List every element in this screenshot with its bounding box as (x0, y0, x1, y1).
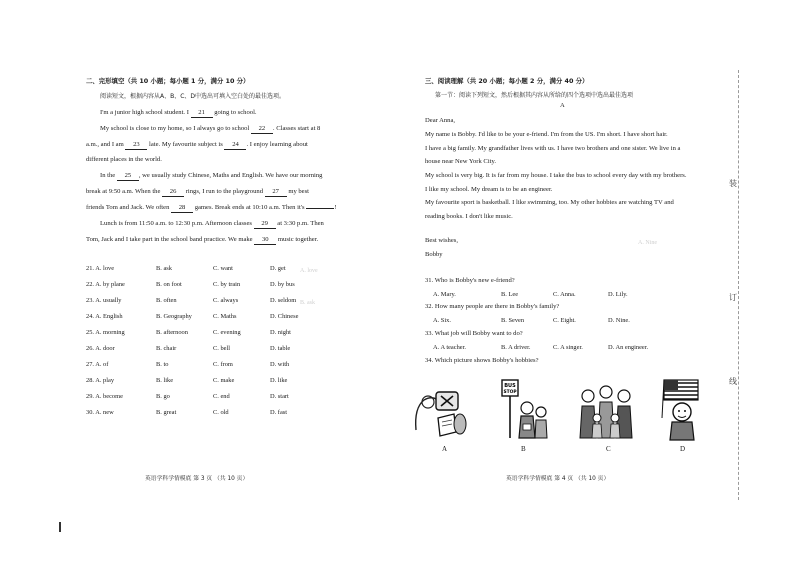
option-33-c: C. A singer. (553, 344, 583, 351)
passage-text: In the (100, 172, 116, 179)
passage-text: music together. (277, 236, 319, 243)
cloze-line-5 (100, 172, 322, 181)
passage-text: games. Break ends at 10:10 a.m. Then it's (194, 204, 305, 211)
option-28-a: 28. A. play (86, 377, 115, 384)
cloze-line-7 (86, 204, 336, 213)
cloze-line-2 (100, 125, 320, 134)
passage-text: late. My favourite subject is (149, 141, 223, 148)
passage-text: break at 9:50 a.m. When the (86, 188, 161, 195)
passage-label: A (560, 102, 565, 109)
picture-c-label: C (606, 445, 611, 453)
option-22-c: C. by train (213, 281, 241, 288)
picture-a-tv-books (410, 378, 474, 442)
option-29-a: 29. A. become (86, 393, 123, 400)
option-22-b: B. on foot (156, 281, 182, 288)
letter-line: I like my school. My dream is to be an engineer. (425, 186, 553, 193)
letter-closing: Best wishes, (425, 237, 458, 244)
binding-char-xian: 线 (729, 377, 737, 386)
bleed-through-text: B. ask (300, 300, 315, 306)
bleed-through-text: A. Nine (638, 240, 657, 246)
option-22-a: 22. A. by plane (86, 281, 125, 288)
option-28-b: B. like (156, 377, 174, 384)
question-31: 31. Who is Bobby's new e-friend? (425, 277, 515, 284)
option-26-b: B. chair (156, 345, 177, 352)
cloze-line-9 (86, 236, 318, 245)
cloze-line-3 (86, 141, 308, 150)
option-25-d: D. night (270, 329, 291, 336)
binding-line (738, 70, 739, 500)
option-22-d: D. by bus (270, 281, 295, 288)
option-32-b: B. Seven (501, 317, 525, 324)
option-28-c: C. make (213, 377, 235, 384)
option-30-a: 30. A. new (86, 409, 114, 416)
passage-text: going to school. (214, 109, 257, 116)
picture-b-bus-stop (489, 378, 553, 442)
passage-text: I'm a junior high school student. I (100, 109, 189, 116)
option-32-c: C. Eight. (553, 317, 576, 324)
picture-d-us-flag (650, 378, 714, 442)
letter-line: I have a big family. My grandfather lives with us. I have two brothers and one sister. We live in a (425, 145, 681, 152)
option-25-a: 25. A. morning (86, 329, 125, 336)
option-21-d: D. get (270, 265, 286, 272)
letter-line: My favourite sport is basketball. I like swimming, too. My other hobbies are watching TV and (425, 199, 674, 206)
option-23-b: B. often (156, 297, 177, 304)
option-26-d: D. table (270, 345, 291, 352)
option-21-b: B. ask (156, 265, 172, 272)
bleed-through-text: A. love (300, 268, 318, 274)
binding-char-ding: 订 (729, 293, 737, 302)
cloze-section-title: 二、完形填空（共 10 小题；每小题 1 分，满分 10 分） (86, 77, 250, 85)
blank-25: 25 (117, 172, 139, 181)
question-34: 34. Which picture shows Bobby's hobbies? (425, 357, 539, 364)
picture-d-label: D (680, 445, 686, 453)
option-21-c: C. want (213, 265, 233, 272)
option-21-a: 21. A. love (86, 265, 115, 272)
option-25-b: B. afternoon (156, 329, 188, 336)
option-31-a: A. Mary. (433, 291, 456, 298)
option-31-b: B. Lee (501, 291, 519, 298)
right-page (398, 0, 794, 562)
blank-22: 22 (251, 125, 273, 134)
passage-text: rings, I run to the playground (185, 188, 263, 195)
option-26-a: 26. A. door (86, 345, 115, 352)
option-28-d: D. like (270, 377, 288, 384)
option-24-b: B. Geography (156, 313, 192, 320)
blank-30: 30 (254, 236, 276, 245)
option-26-c: C. bell (213, 345, 231, 352)
option-33-d: D. An engineer. (608, 344, 649, 351)
option-24-a: 24. A. English (86, 313, 123, 320)
option-33-b: B. A driver. (501, 344, 531, 351)
passage-text: . Classes start at 8 (272, 125, 321, 132)
picture-a-label: A (442, 445, 448, 453)
passage-text: a.m., and I am (86, 141, 124, 148)
letter-line: My school is very big. It is far from my house. I take the bus to school every day with my brothers. (425, 172, 687, 179)
blank-21: 21 (191, 109, 213, 118)
option-24-d: D. Chinese (270, 313, 299, 320)
option-24-c: C. Maths (213, 313, 237, 320)
option-27-a: 27. A. of (86, 361, 109, 368)
scan-mark (59, 522, 61, 532)
blank-24: 24 (224, 141, 246, 150)
option-27-c: C. from (213, 361, 233, 368)
passage-text: Lunch is from 11:50 a.m. to 12:30 p.m. Afternoon classes (100, 220, 252, 227)
cloze-line-6 (86, 188, 309, 197)
cloze-line-4: different places in the world. (86, 156, 162, 163)
letter-greeting: Dear Anna, (425, 117, 456, 124)
passage-text: friends Tom and Jack. We often (86, 204, 170, 211)
question-33: 33. What job will Bobby want to do? (425, 330, 523, 337)
option-32-a: A. Six. (433, 317, 451, 324)
blank-27: 27 (265, 188, 287, 197)
passage-text: , we usually study Chinese, Maths and English. We have our morning (138, 172, 323, 179)
left-page-footer: 英语学科学情模底 第 3 页 （共 10 页） (145, 476, 249, 482)
option-30-b: B. great (156, 409, 177, 416)
letter-line: reading books. I don't like music. (425, 213, 513, 220)
blank-26: 26 (162, 188, 184, 197)
option-33-a: A. A teacher. (433, 344, 467, 351)
bus-sign-text: BUS (504, 383, 516, 389)
reading-part-instruction: 第一节：阅读下列短文，然后根据其内容从所给的四个选项中选出最佳选项 (435, 92, 634, 99)
option-29-b: B. go (156, 393, 170, 400)
picture-b-label: B (521, 445, 526, 453)
option-23-d: D. seldom (270, 297, 297, 304)
option-31-c: C. Anna. (553, 291, 576, 298)
blank-29: 29 (254, 220, 276, 229)
option-32-d: D. Nine. (608, 317, 630, 324)
letter-line: My name is Bobby. I'd like to be your e-friend. I'm from the US. I'm short. I have short hair. (425, 131, 668, 138)
option-29-d: D. start (270, 393, 289, 400)
option-27-b: B. to (156, 361, 169, 368)
cloze-instruction: 阅读短文，根据内容从A、B、C、D中选出可填入空白处的最佳选项。 (100, 93, 286, 100)
bus-sign-text: STOP (503, 390, 517, 395)
option-23-a: 23. A. usually (86, 297, 122, 304)
option-29-c: C. end (213, 393, 230, 400)
blank-23: 23 (125, 141, 147, 150)
passage-text: . I enjoy learning about (246, 141, 308, 148)
blank-28: 28 (171, 204, 193, 213)
right-page-footer: 英语学科学情模底 第 4 页 （共 10 页） (506, 476, 610, 482)
option-30-d: D. fast (270, 409, 288, 416)
passage-text: Tom, Jack and I take part in the school band practice. We make (86, 236, 253, 243)
binding-char-zhuang: 装 (729, 179, 737, 188)
picture-c-family (574, 378, 638, 442)
passage-text: at 3:30 p.m. Then (277, 220, 324, 227)
passage-text: My school is close to my home, so I always go to school (100, 125, 250, 132)
passage-text: my best (288, 188, 310, 195)
option-27-d: D. with (270, 361, 290, 368)
reading-section-title: 三、阅读理解（共 20 小题；每小题 2 分，满分 40 分） (425, 77, 589, 85)
option-31-d: D. Lily. (608, 291, 628, 298)
option-23-c: C. always (213, 297, 239, 304)
cloze-line-8 (100, 220, 324, 229)
question-32: 32. How many people are there in Bobby's family? (425, 303, 560, 310)
cloze-line-1 (100, 109, 257, 118)
option-25-c: C. evening (213, 329, 241, 336)
option-30-c: C. old (213, 409, 229, 416)
letter-line: house near New York City. (425, 158, 496, 165)
passage-text: ! (334, 204, 337, 211)
blank-unnumbered (306, 208, 334, 209)
letter-signature: Bobby (425, 251, 443, 258)
